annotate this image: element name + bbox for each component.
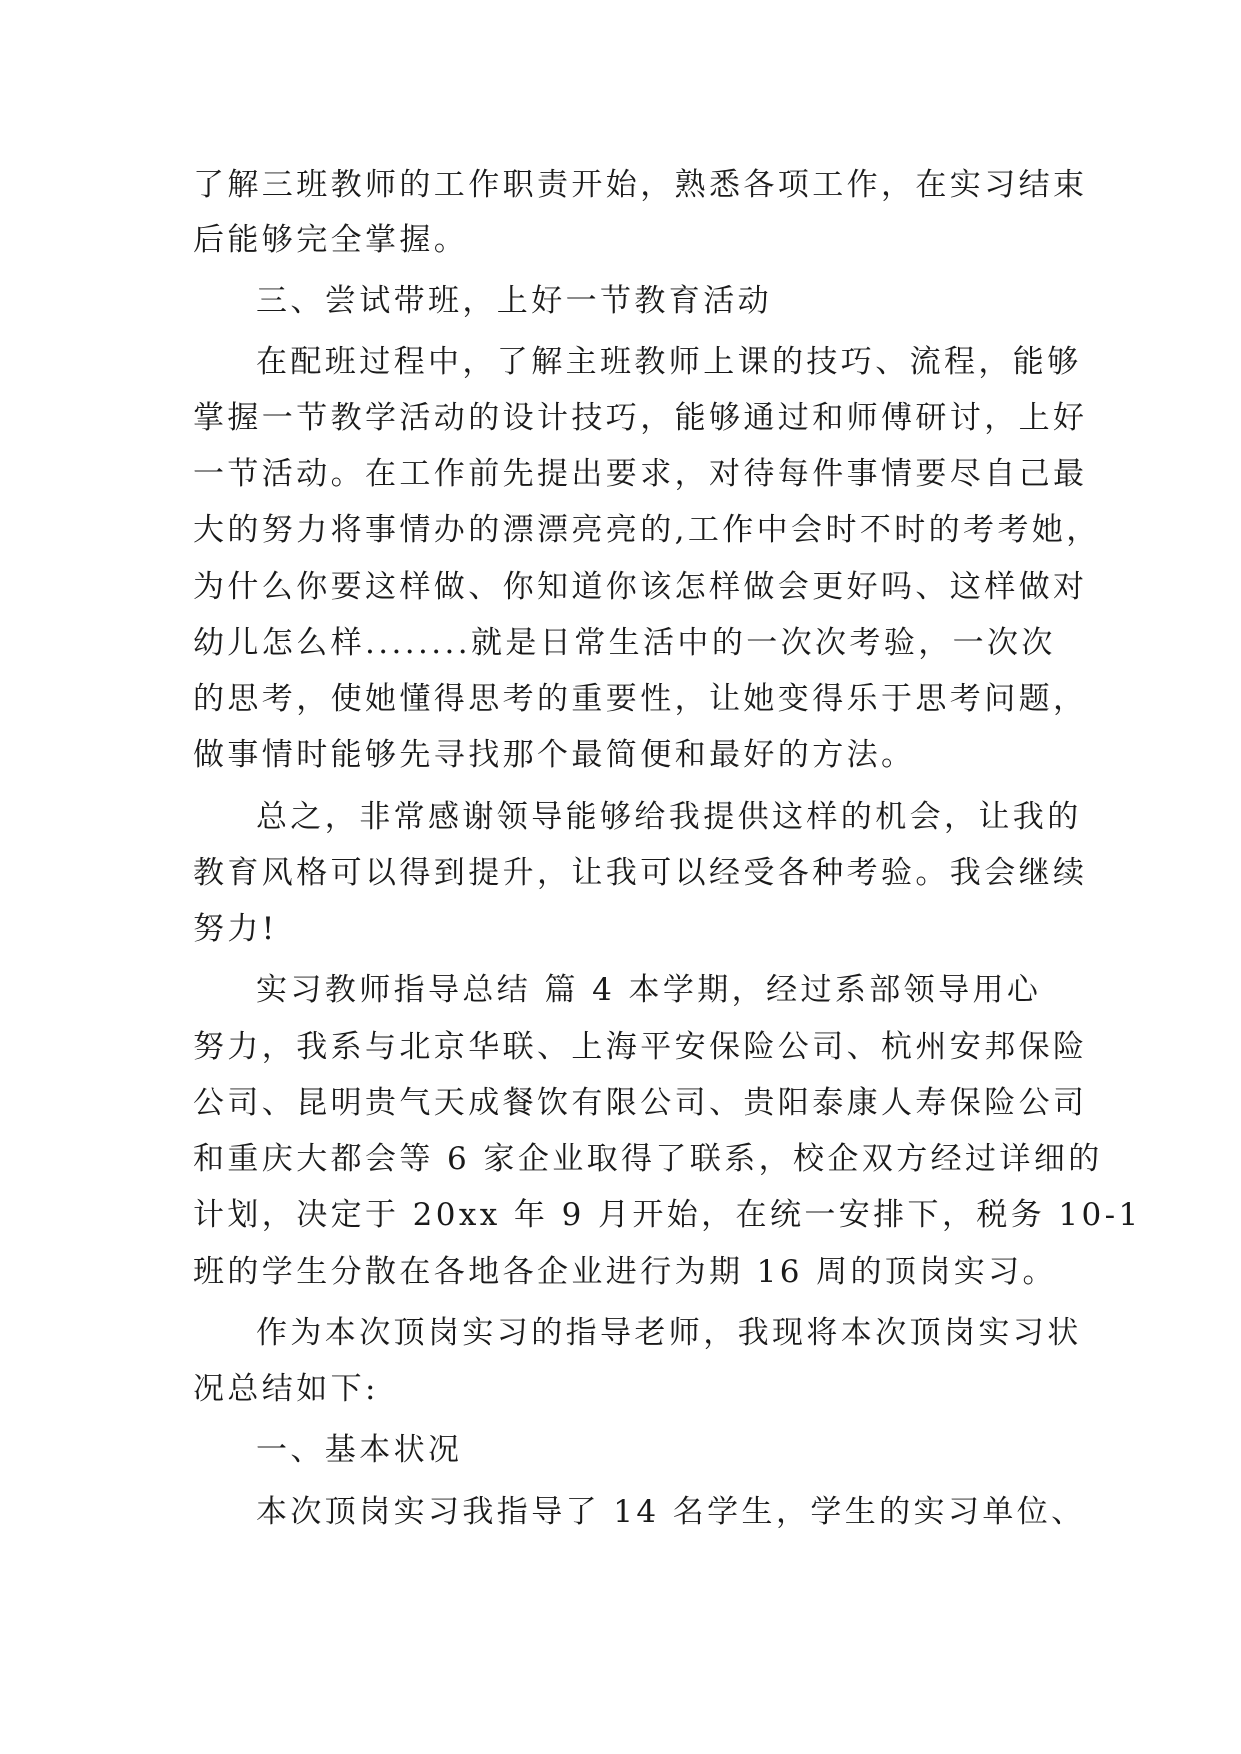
section-heading: 三、尝试带班，上好一节教育活动 [256, 283, 772, 319]
text-line: 作为本次顶岗实习的指导老师，我现将本次顶岗实习状 [256, 1315, 1082, 1351]
text-line: 本次顶岗实习我指导了 14 名学生，学生的实习单位、 [256, 1494, 1086, 1530]
text-line: 做事情时能够先寻找那个最简便和最好的方法。 [193, 737, 916, 773]
text-line: 教育风格可以得到提升，让我可以经受各种考验。我会继续 [193, 855, 1088, 891]
section-heading: 一、基本状况 [256, 1432, 463, 1468]
text-line: 一节活动。在工作前先提出要求，对待每件事情要尽自己最 [193, 456, 1088, 492]
text-line: 的思考，使她懂得思考的重要性，让她变得乐于思考问题， [193, 681, 1088, 717]
text-line: 努力，我系与北京华联、上海平安保险公司、杭州安邦保险 [193, 1029, 1088, 1065]
article-heading-line: 实习教师指导总结 篇 4 本学期，经过系部领导用心 [256, 972, 1042, 1008]
text-line: 班的学生分散在各地各企业进行为期 16 周的顶岗实习。 [193, 1254, 1057, 1290]
text-line: 总之，非常感谢领导能够给我提供这样的机会，让我的 [256, 799, 1082, 835]
text-line: 大的努力将事情办的漂漂亮亮的,工作中会时不时的考考她， [193, 512, 1101, 548]
text-line: 努力! [193, 911, 278, 947]
text-line: 和重庆大都会等 6 家企业取得了联系，校企双方经过详细的 [193, 1141, 1103, 1177]
text-line: 幼儿怎么样........就是日常生活中的一次次考验，一次次 [193, 625, 1056, 661]
text-line: 为什么你要这样做、你知道你该怎样做会更好吗、这样做对 [193, 569, 1088, 605]
text-line: 况总结如下: [193, 1371, 379, 1407]
text-line: 在配班过程中，了解主班教师上课的技巧、流程，能够 [256, 344, 1082, 380]
text-line: 计划，决定于 20xx 年 9 月开始，在统一安排下，税务 10-1 [193, 1197, 1142, 1233]
text-line: 后能够完全掌握。 [193, 222, 469, 258]
text-line: 了解三班教师的工作职责开始，熟悉各项工作，在实习结束 [193, 167, 1088, 203]
text-line: 公司、昆明贵气天成餐饮有限公司、贵阳泰康人寿保险公司 [193, 1085, 1088, 1121]
text-line: 掌握一节教学活动的设计技巧，能够通过和师傅研讨，上好 [193, 400, 1088, 436]
